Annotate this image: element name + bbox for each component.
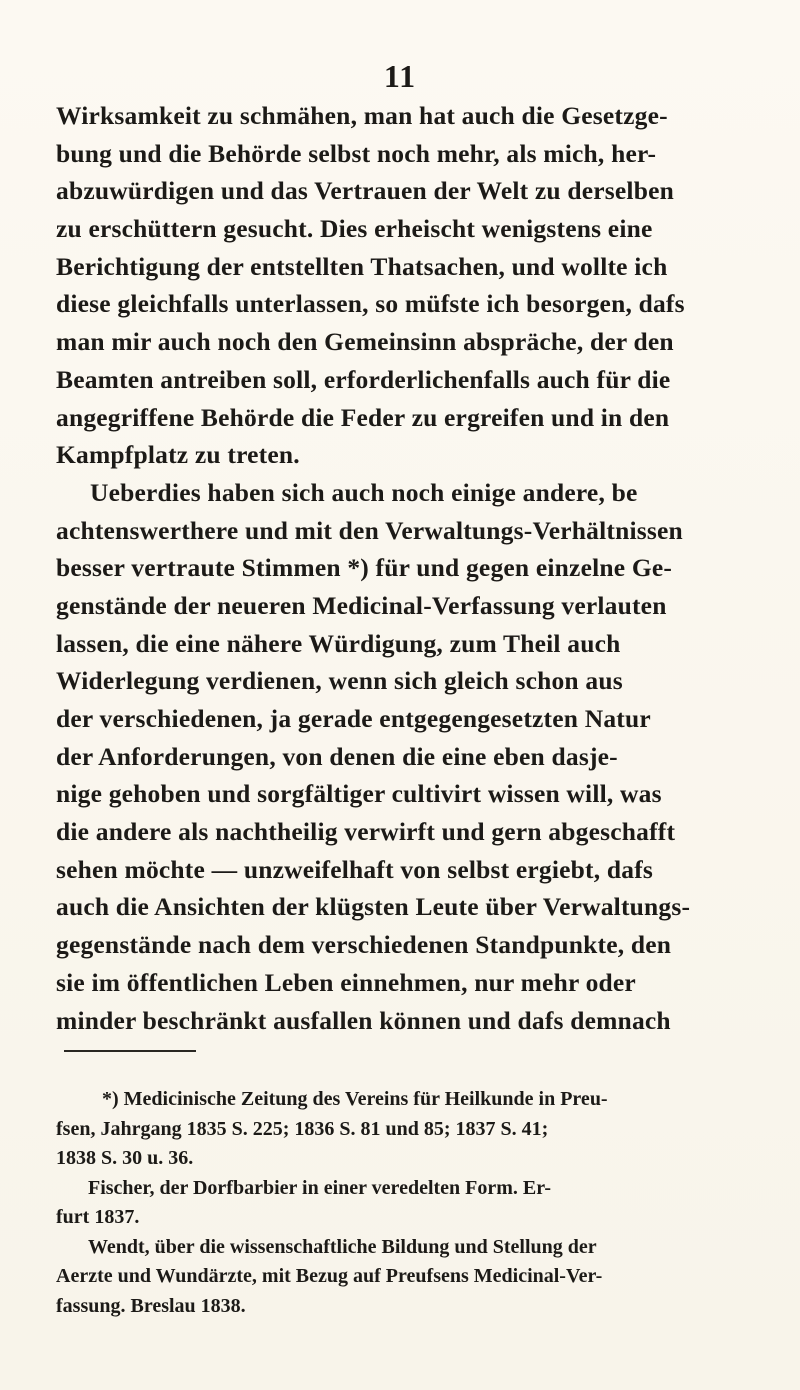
body-line-13: besser vertraute Stimmen *) für und gegen einzelne Ge- xyxy=(56,553,673,583)
footnote-line-2: fsen, Jahrgang 1835 S. 225; 1836 S. 81 und 85; 1837 S. 41; xyxy=(56,1117,549,1140)
body-text xyxy=(56,97,740,1039)
body-line-19: nige gehoben und sorgfältiger cultivirt wissen will, was xyxy=(56,779,662,809)
body-line-25: minder beschränkt ausfallen können und dafs demnach xyxy=(56,1005,671,1035)
body-line-12: achtenswerthere und mit den Verwaltungs-Verhältnissen xyxy=(56,515,683,545)
footnote-line-7: Aerzte und Wundärzte, mit Bezug auf Preufsens Medicinal-Ver- xyxy=(56,1265,603,1287)
body-line-9: angegriffene Behörde die Feder zu ergreifen und in den xyxy=(56,402,670,432)
body-line-6: diese gleichfalls unterlassen, so müfste ich besorgen, dafs xyxy=(56,289,685,319)
body-line-21: sehen möchte — unzweifelhaft von selbst ergiebt, dafs xyxy=(56,854,654,884)
body-line-1: Wirksamkeit zu schmähen, man hat auch die Gesetzge- xyxy=(56,101,668,130)
body-line-23: gegenstände nach dem verschiedenen Standpunkte, den xyxy=(56,930,672,960)
body-line-17: der verschiedenen, ja gerade entgegengesetzten Natur xyxy=(56,704,651,733)
footnote-line-4: Fischer, der Dorfbarbier in einer veredelten Form. Er- xyxy=(88,1176,552,1199)
page-number: 11 xyxy=(383,58,417,94)
body-line-7: man mir auch noch den Gemeinsinn abspräche, der den xyxy=(56,327,674,357)
body-line-2: bung und die Behörde selbst noch mehr, als mich, her- xyxy=(56,138,657,168)
body-line-24: sie im öffentlichen Leben einnehmen, nur mehr oder xyxy=(56,967,636,997)
body-line-15: lassen, die eine nähere Würdigung, zum Theil auch xyxy=(56,628,621,658)
body-line-16: Widerlegung verdienen, wenn sich gleich schon aus xyxy=(56,666,623,696)
footnote-line-1: *) Medicinische Zeitung des Vereins für Heilkunde in Preu- xyxy=(102,1088,608,1110)
body-line-5: Berichtigung der entstellten Thatsachen, und wollte ich xyxy=(56,251,668,281)
body-line-14: genstände der neueren Medicinal-Verfassung verlauten xyxy=(56,590,667,620)
body-line-8: Beamten antreiben soll, erforderlichenfalls auch für die xyxy=(56,364,671,394)
footnote-line-8: fassung. Breslau 1838. xyxy=(56,1294,246,1317)
footnote-divider xyxy=(64,1050,196,1052)
body-line-4: zu erschüttern gesucht. Dies erheischt wenigstens eine xyxy=(56,214,653,244)
body-line-22: auch die Ansichten der klügsten Leute über Verwaltungs- xyxy=(56,892,691,922)
body-line-20: die andere als nachtheilig verwirft und gern abgeschafft xyxy=(56,817,676,847)
body-line-18: der Anforderungen, von denen die eine eben dasje- xyxy=(56,741,618,771)
footnote-line-5: furt 1837. xyxy=(56,1206,140,1228)
footnote-line-3: 1838 S. 30 u. 36. xyxy=(56,1147,194,1169)
body-line-3: abzuwürdigen und das Vertrauen der Welt zu derselben xyxy=(56,176,674,206)
body-line-10: Kampfplatz zu treten. xyxy=(56,440,300,470)
body-line-11: Ueberdies haben sich auch noch einige andere, be xyxy=(90,477,638,507)
footnotes xyxy=(56,1085,740,1321)
footnote-line-6: Wendt, über die wissenschaftliche Bildung und Stellung der xyxy=(88,1235,597,1258)
